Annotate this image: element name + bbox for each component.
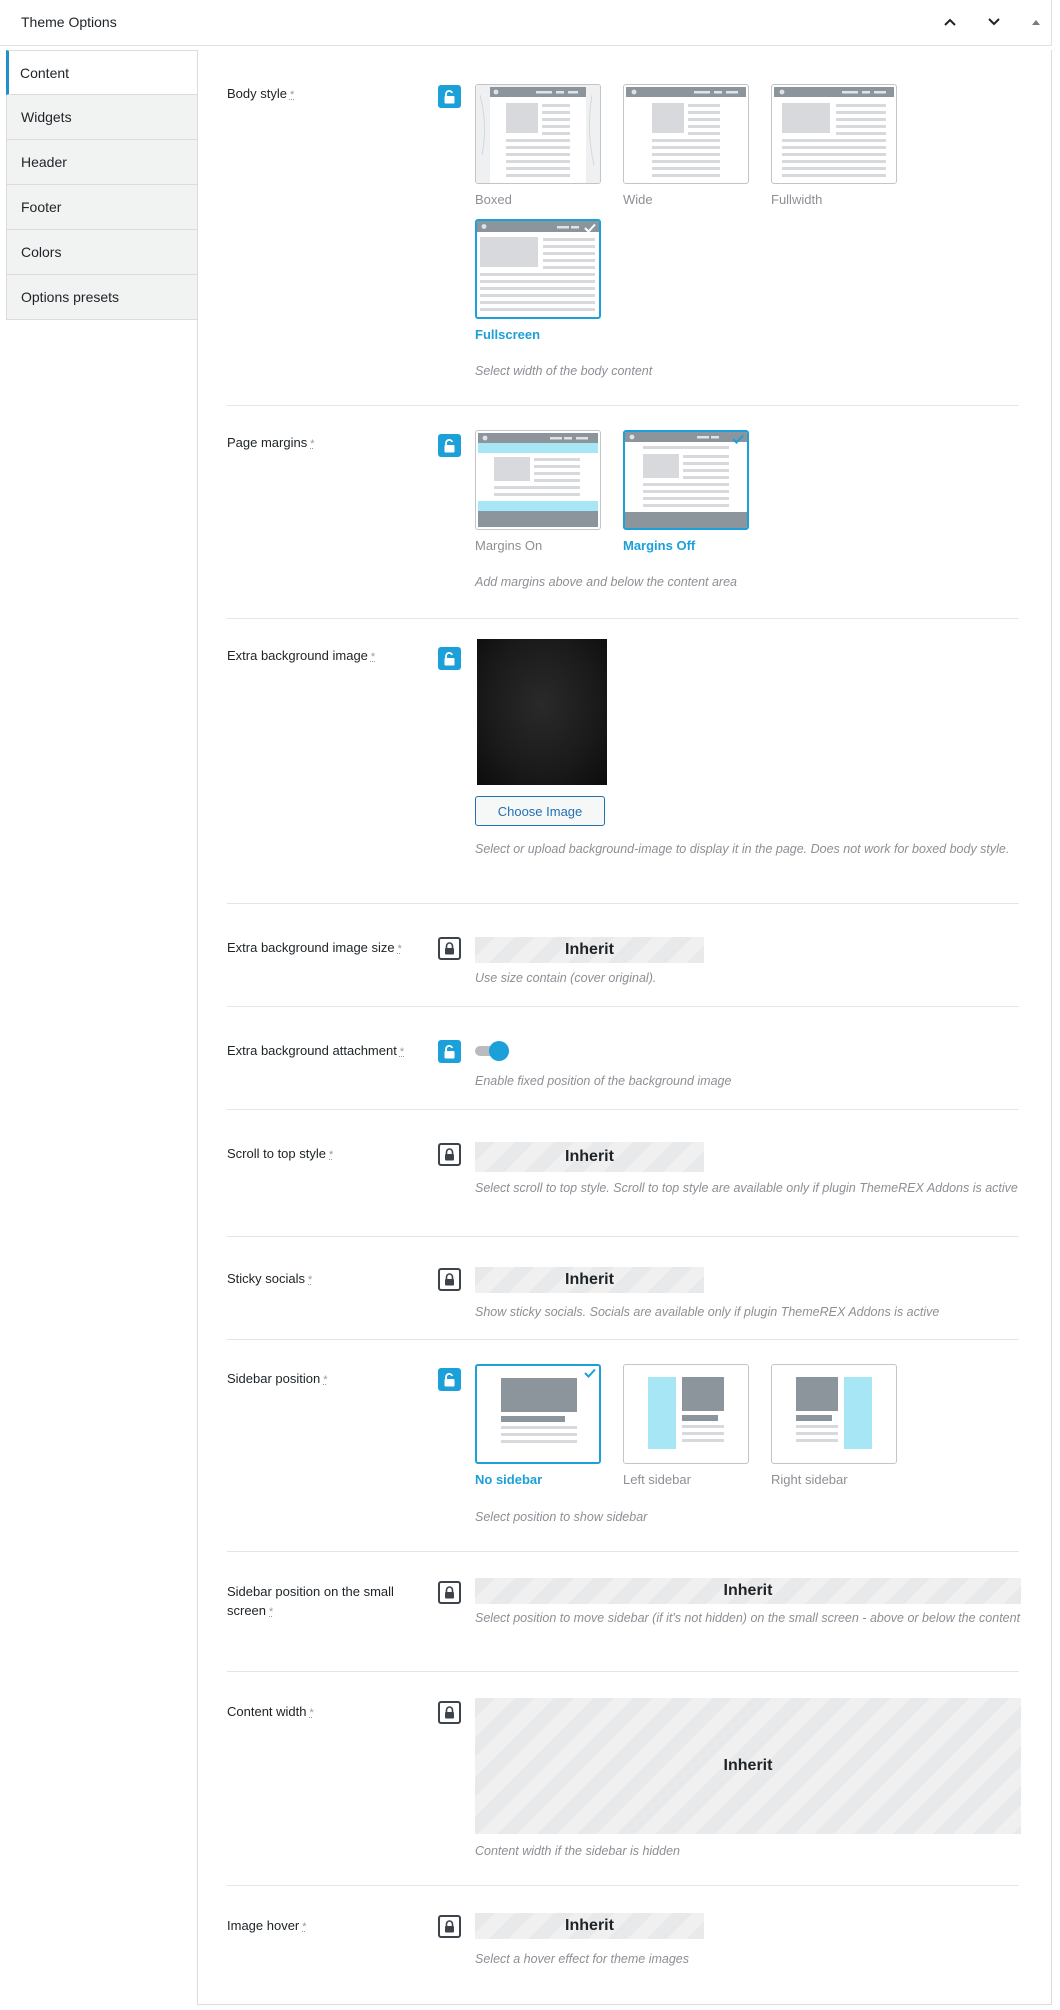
toggle-knob [489, 1041, 509, 1061]
sidebar-option-none[interactable] [475, 1364, 601, 1464]
panel-header [0, 0, 1052, 46]
layout-margins-on-icon [476, 431, 600, 529]
option-caption-selected: Fullscreen [475, 327, 541, 342]
choose-image-button[interactable]: Choose Image [475, 796, 605, 826]
field-extra-bg-attachment [227, 1035, 1019, 1095]
unlock-icon [443, 652, 456, 666]
page-margins-option-off[interactable] [623, 430, 749, 530]
option-caption: Wide [623, 192, 653, 207]
inherit-overlay[interactable]: Inherit [475, 937, 704, 963]
field-description: Select position to move sidebar (if it's not hidden) on the small screen - above or below the content [475, 1611, 1021, 1625]
option-caption: Margins On [475, 538, 543, 553]
inherit-overlay[interactable]: Inherit [475, 1578, 1021, 1604]
unlock-icon [443, 1045, 456, 1059]
field-description: Select scroll to top style. Scroll to top style are available only if plugin ThemeREX Addons is active [475, 1181, 1018, 1195]
field-description: Select position to show sidebar [475, 1510, 648, 1524]
sidebar-right-icon [772, 1365, 896, 1463]
lock-icon [444, 1273, 455, 1286]
tab-content[interactable]: Content [6, 50, 198, 95]
field-description: Use size contain (cover original). [475, 971, 657, 985]
row-divider [227, 405, 1019, 406]
field-description: Content width if the sidebar is hidden [475, 1844, 680, 1858]
row-divider [227, 1339, 1019, 1340]
field-label: Image hover * [227, 1918, 307, 1933]
field-label: Extra background image size * [227, 940, 402, 955]
sidebar-option-left[interactable] [623, 1364, 749, 1464]
inherit-overlay[interactable]: Inherit [475, 1698, 1021, 1834]
field-label: Sidebar position * [227, 1371, 328, 1386]
chevron-down-icon [986, 14, 1002, 30]
lock-icon [444, 942, 455, 955]
lock-toggle-button[interactable] [438, 434, 461, 457]
layout-boxed-icon [476, 85, 600, 183]
lock-toggle-button[interactable] [438, 1581, 461, 1604]
row-divider [227, 1006, 1019, 1007]
unlock-icon [443, 1373, 456, 1387]
triangle-up-icon [1031, 17, 1041, 27]
options-content-panel [197, 50, 1052, 2005]
field-sticky-socials [227, 1263, 1019, 1323]
checkmark-icon [584, 1368, 596, 1378]
field-content-width [227, 1698, 1019, 1868]
lock-icon [444, 1706, 455, 1719]
option-caption-selected: Margins Off [623, 538, 696, 553]
tab-options-presets[interactable]: Options presets [6, 275, 198, 320]
collapse-toggle-button[interactable] [1026, 12, 1046, 32]
row-divider [227, 1551, 1019, 1552]
move-down-button[interactable] [984, 12, 1004, 32]
row-divider [227, 1671, 1019, 1672]
layout-margins-off-icon [625, 432, 747, 528]
field-extra-bg-image [227, 646, 1019, 896]
field-label: Extra background attachment * [227, 1043, 405, 1058]
sidebar-option-right[interactable] [771, 1364, 897, 1464]
chevron-up-icon [942, 14, 958, 30]
row-divider [227, 1236, 1019, 1237]
checkmark-icon [584, 223, 596, 233]
field-label: Sticky socials * [227, 1271, 313, 1286]
field-description: Enable fixed position of the background image [475, 1074, 732, 1088]
field-description: Add margins above and below the content area [475, 575, 737, 589]
lock-toggle-button[interactable] [438, 1701, 461, 1724]
row-divider [227, 618, 1019, 619]
sidebar-left-icon [624, 1365, 748, 1463]
option-caption: Boxed [475, 192, 512, 207]
field-sidebar-position [227, 1367, 1019, 1547]
inherit-overlay[interactable]: Inherit [475, 1913, 704, 1939]
body-style-option-boxed[interactable] [475, 84, 601, 184]
lock-toggle-button[interactable] [438, 1915, 461, 1938]
body-style-option-fullscreen[interactable] [475, 219, 601, 319]
option-caption: Right sidebar [771, 1472, 848, 1487]
tab-colors[interactable]: Colors [6, 230, 198, 275]
tab-widgets[interactable]: Widgets [6, 95, 198, 140]
lock-toggle-button[interactable] [438, 1368, 461, 1391]
option-caption: Left sidebar [623, 1472, 691, 1487]
tab-header[interactable]: Header [6, 140, 198, 185]
page-margins-option-on[interactable] [475, 430, 601, 530]
background-image-preview [477, 639, 607, 785]
row-divider [227, 1109, 1019, 1110]
field-scroll-to-top [227, 1138, 1019, 1218]
body-style-option-wide[interactable] [623, 84, 749, 184]
layout-fullscreen-icon [477, 221, 599, 317]
lock-icon [444, 1920, 455, 1933]
lock-icon [444, 1148, 455, 1161]
row-divider [227, 1885, 1019, 1886]
field-description: Select or upload background-image to display it in the page. Does not work for boxed body style. [475, 842, 1010, 856]
inherit-overlay[interactable]: Inherit [475, 1142, 704, 1172]
field-description: Select a hover effect for theme images [475, 1952, 689, 1966]
layout-fullwidth-icon [772, 85, 896, 183]
lock-toggle-button[interactable] [438, 937, 461, 960]
field-page-margins [227, 433, 1019, 593]
body-style-option-fullwidth[interactable] [771, 84, 897, 184]
option-caption-selected: No sidebar [475, 1472, 543, 1487]
unlock-icon [443, 439, 456, 453]
lock-toggle-button[interactable] [438, 85, 461, 108]
options-tabs [6, 50, 198, 320]
unlock-icon [443, 90, 456, 104]
fixed-background-toggle[interactable] [475, 1041, 511, 1061]
lock-toggle-button[interactable] [438, 647, 461, 670]
field-description: Show sticky socials. Socials are available only if plugin ThemeREX Addons is active [475, 1305, 940, 1319]
field-image-hover [227, 1912, 1019, 1972]
lock-toggle-button[interactable] [438, 1268, 461, 1291]
field-label: Scroll to top style * [227, 1146, 334, 1161]
field-description: Select width of the body content [475, 364, 653, 378]
lock-toggle-button[interactable] [438, 1040, 461, 1063]
layout-wide-icon [624, 85, 748, 183]
panel-title: Theme Options [21, 14, 117, 30]
inherit-overlay[interactable]: Inherit [475, 1267, 704, 1293]
checkmark-icon [732, 434, 744, 444]
tab-footer[interactable]: Footer [6, 185, 198, 230]
field-sidebar-small-screen [227, 1578, 1019, 1678]
field-label: Content width * [227, 1704, 314, 1719]
field-extra-bg-image-size [227, 932, 1019, 992]
field-label: Extra background image * [227, 648, 376, 663]
field-label: Sidebar position on the small screen * [227, 1584, 394, 1618]
field-label: Body style * [227, 86, 295, 101]
sidebar-none-icon [477, 1366, 599, 1462]
lock-toggle-button[interactable] [438, 1143, 461, 1166]
field-body-style [227, 84, 1019, 424]
option-caption: Fullwidth [771, 192, 823, 207]
field-label: Page margins * [227, 435, 315, 450]
lock-icon [444, 1586, 455, 1599]
row-divider [227, 903, 1019, 904]
move-up-button[interactable] [940, 12, 960, 32]
